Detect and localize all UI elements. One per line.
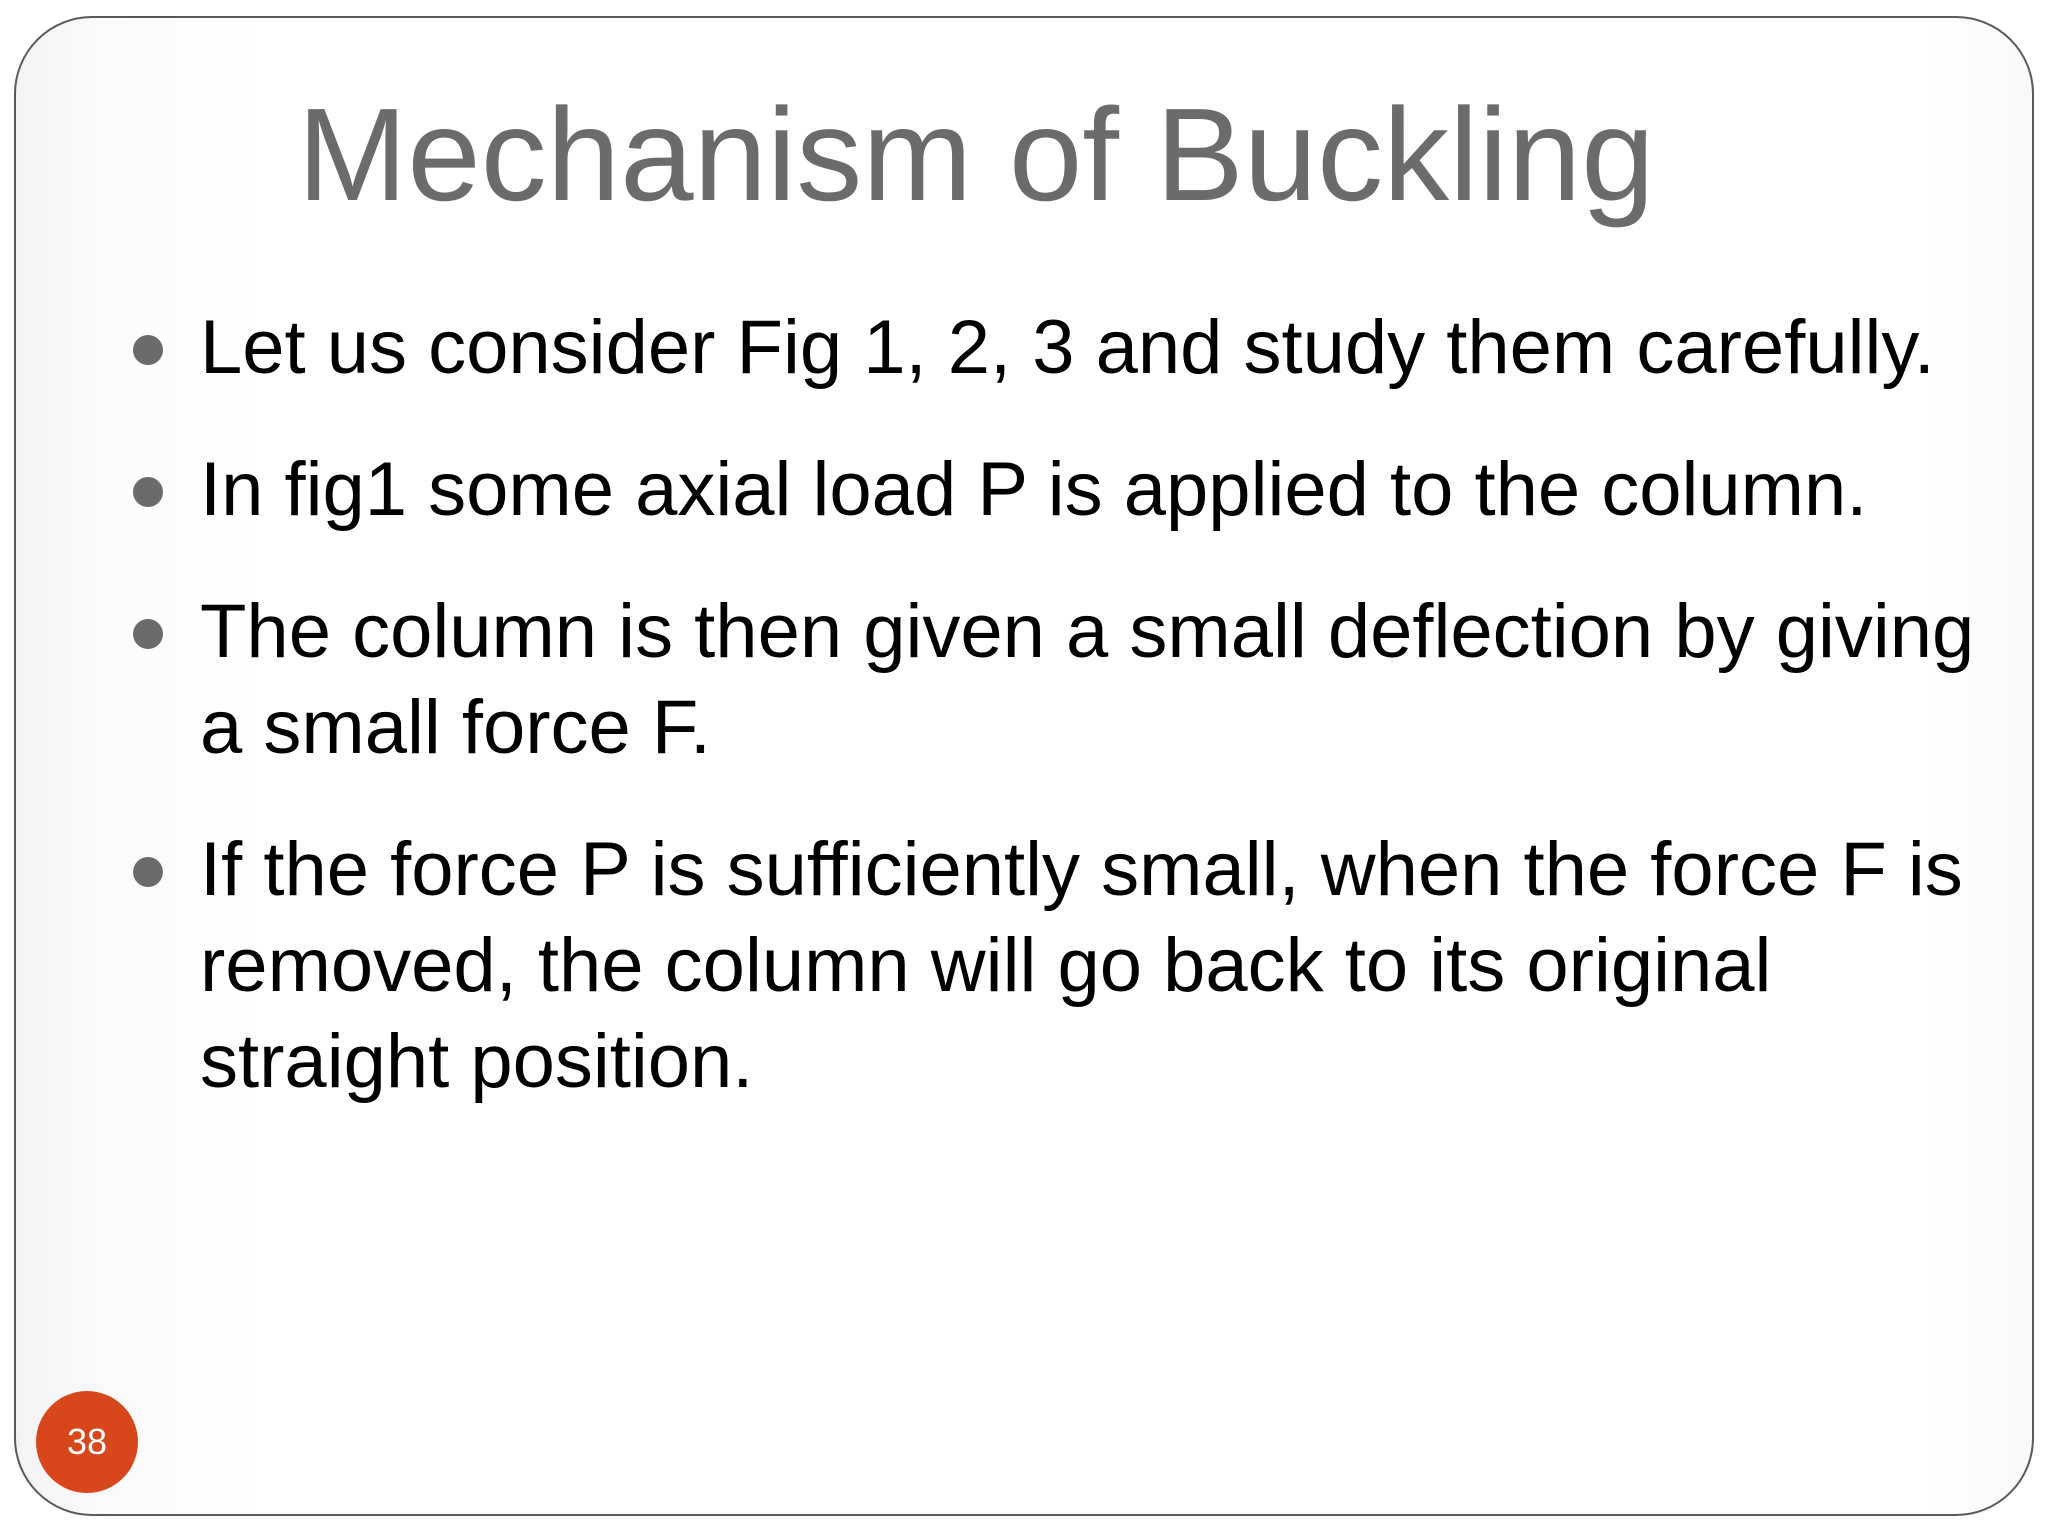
bullet-item — [126, 822, 2006, 1110]
bullet-text: The column is then given a small deflection by giving a small force F. — [200, 589, 1975, 770]
bullet-list — [126, 300, 2006, 1110]
slide-title: Mechanism of Buckling — [297, 81, 1655, 228]
bullet-item — [126, 300, 2006, 396]
bullet-dot-icon — [133, 477, 163, 507]
bullet-text: If the force P is sufficiently small, when the force F is removed, the column will go back to its original straight position. — [200, 827, 1963, 1104]
bullet-item — [126, 584, 2006, 776]
page-number-badge: 38 — [36, 1391, 138, 1493]
bullet-item — [126, 442, 2006, 538]
slide-frame — [14, 16, 2034, 1516]
bullet-dot-icon — [133, 335, 163, 365]
bullet-text: Let us consider Fig 1, 2, 3 and study them carefully. — [200, 305, 1935, 390]
bullet-dot-icon — [133, 619, 163, 649]
bullet-text: In fig1 some axial load P is applied to the column. — [200, 447, 1868, 532]
bullet-dot-icon — [133, 857, 163, 887]
